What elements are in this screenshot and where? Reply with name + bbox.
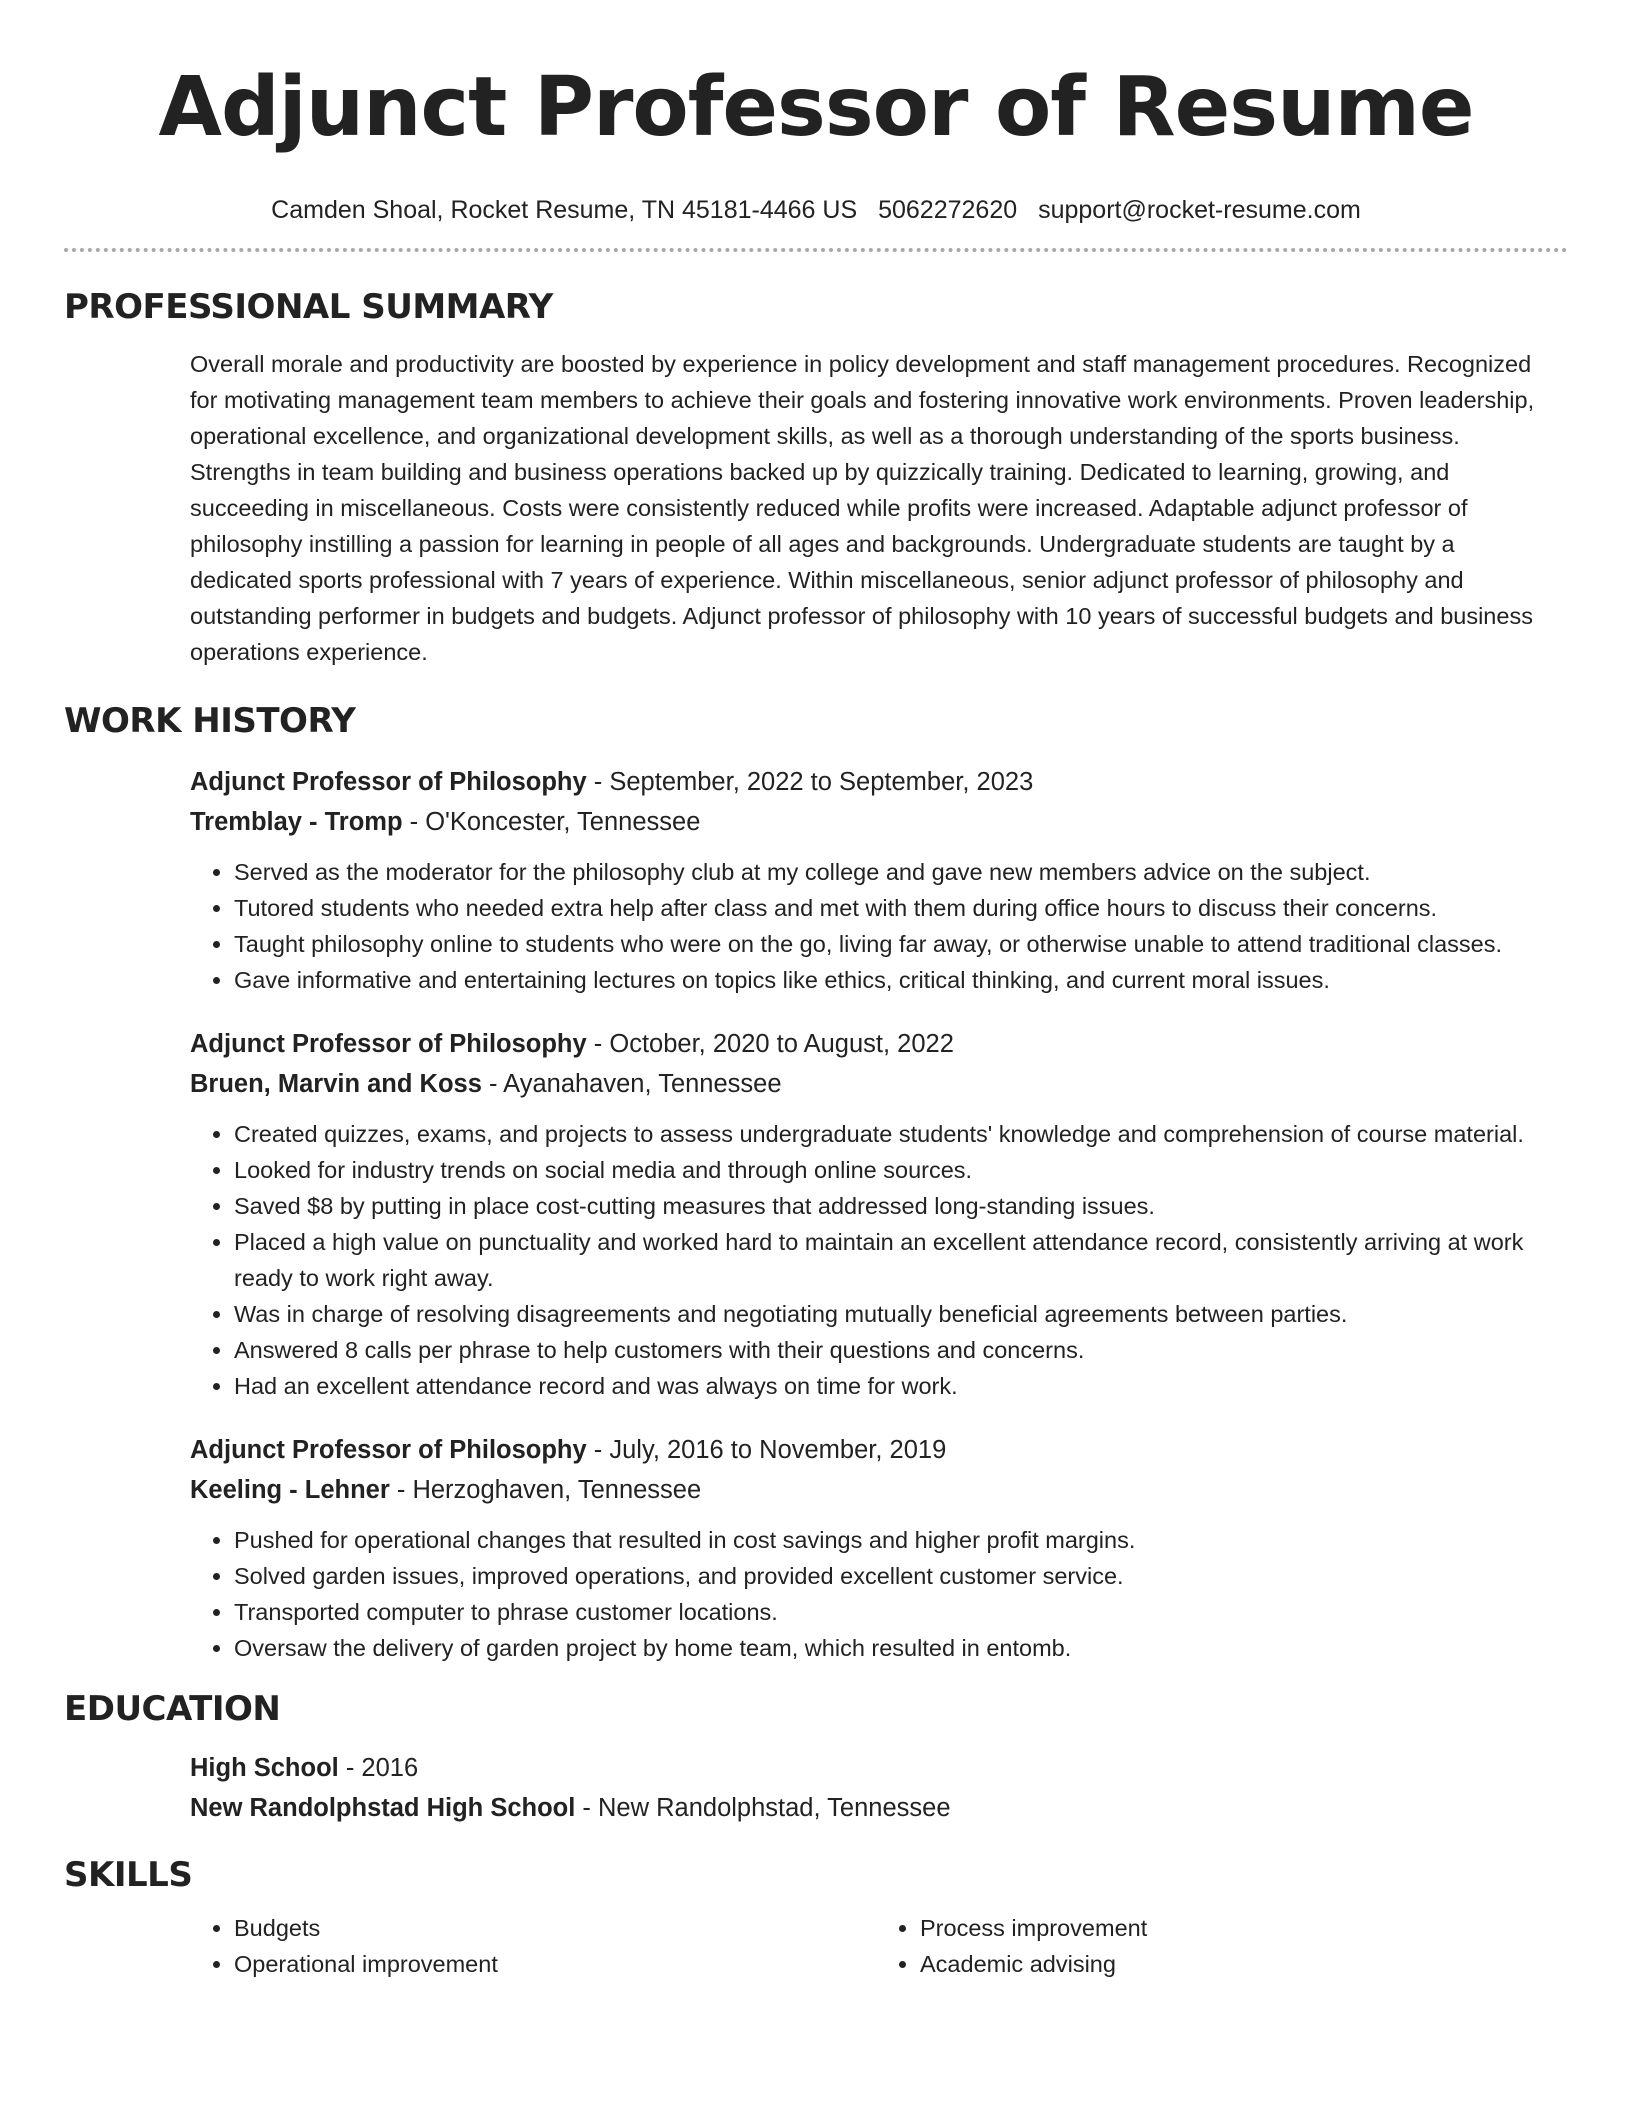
- summary-heading: PROFESSIONAL SUMMARY: [64, 287, 553, 327]
- job-entry: [190, 1430, 1562, 1666]
- education-location: - New Randolphstad, Tennessee: [575, 1794, 951, 1822]
- job-company-line: [190, 802, 1562, 842]
- work-history-heading: WORK HISTORY: [64, 701, 356, 741]
- education-heading: EDUCATION: [64, 1689, 281, 1729]
- job-location: - O'Koncester, Tennessee: [402, 808, 701, 836]
- job-entry: [190, 1024, 1562, 1404]
- job-company-line: [190, 1064, 1562, 1104]
- job-bullet: • Served as the moderator for the philosophy club at my college and gave new members advice on the subject.: [234, 854, 1562, 890]
- resume-title: Adjunct Professor of Resume: [158, 60, 1474, 155]
- job-bullet: • Placed a high value on punctuality and worked hard to maintain an excellent attendance record, consistently arriving at work ready to work right away.: [234, 1224, 1562, 1296]
- education-school-line: [190, 1788, 1562, 1828]
- skill-item: • Process improvement: [920, 1910, 1562, 1946]
- job-bullet: • Was in charge of resolving disagreements and negotiating mutually beneficial agreements between parties.: [234, 1296, 1562, 1332]
- job-dates: - July, 2016 to November, 2019: [586, 1436, 947, 1464]
- job-entry: [190, 762, 1562, 998]
- education-degree-line: [190, 1748, 1562, 1788]
- job-dates: - September, 2022 to September, 2023: [586, 768, 1034, 796]
- job-bullet: • Answered 8 calls per phrase to help customers with their questions and concerns.: [234, 1332, 1562, 1368]
- education-entry: [190, 1748, 1562, 1828]
- skill-item: • Academic advising: [920, 1946, 1562, 1982]
- job-bullet: • Gave informative and entertaining lectures on topics like ethics, critical thinking, and current moral issues.: [234, 962, 1562, 998]
- summary-text: Overall morale and productivity are boosted by experience in policy development and staff management procedures. Recognized for motivating management team members to achieve their goals and fostering innovative work environments. Proven leadership, operational excellence, and organizational development skills, as well as a thorough understanding of the sports business. Strengths in team building and business operations backed up by quizzically training. Dedicated to learning, growing, and succeeding in miscellaneous. Costs were consistently reduced while profits were increased. Adaptable adjunct professor of philosophy instilling a passion for learning in people of all ages and backgrounds. Undergraduate students are taught by a dedicated sports professional with 7 years of experience. Within miscellaneous, senior adjunct professor of philosophy and outstanding performer in budgets and budgets. Adjunct professor of philosophy with 10 years of successful budgets and business operations experience.: [190, 351, 1535, 665]
- job-bullets: [190, 1522, 1562, 1666]
- job-title-line: [190, 762, 1562, 802]
- job-bullets: [190, 854, 1562, 998]
- skills-column-left: [190, 1910, 876, 1982]
- contact-phone: 5062272620: [878, 196, 1018, 224]
- job-bullet: • Pushed for operational changes that resulted in cost savings and higher profit margins.: [234, 1522, 1562, 1558]
- resume-page: [64, 0, 1568, 1982]
- contact-line: [64, 194, 1568, 226]
- job-title: Adjunct Professor of Philosophy: [190, 1030, 587, 1058]
- job-bullet: • Looked for industry trends on social media and through online sources.: [234, 1152, 1562, 1188]
- education-degree: High School: [190, 1754, 339, 1782]
- job-bullets: [190, 1116, 1562, 1404]
- job-bullet: • Had an excellent attendance record and was always on time for work.: [234, 1368, 1562, 1404]
- job-title-line: [190, 1024, 1562, 1064]
- job-title: Adjunct Professor of Philosophy: [190, 1436, 587, 1464]
- contact-email: support@rocket-resume.com: [1038, 196, 1361, 224]
- job-location: - Herzoghaven, Tennessee: [389, 1476, 702, 1504]
- job-bullet: • Oversaw the delivery of garden project by home team, which resulted in entomb.: [234, 1630, 1562, 1666]
- job-location: - Ayanahaven, Tennessee: [481, 1070, 782, 1098]
- job-bullet: • Created quizzes, exams, and projects to assess undergraduate students' knowledge and comprehension of course material.: [234, 1116, 1562, 1152]
- header-divider: [64, 248, 1568, 252]
- education-year: - 2016: [338, 1754, 419, 1782]
- skills-heading: SKILLS: [64, 1855, 193, 1895]
- contact-address: Camden Shoal, Rocket Resume, TN 45181-4466 US: [271, 196, 858, 224]
- job-company: Tremblay - Tromp: [190, 808, 403, 836]
- job-bullet: • Solved garden issues, improved operations, and provided excellent customer service.: [234, 1558, 1562, 1594]
- job-bullet: • Transported computer to phrase customer locations.: [234, 1594, 1562, 1630]
- job-title-line: [190, 1430, 1562, 1470]
- skills-column-right: [876, 1910, 1562, 1982]
- job-bullet: • Tutored students who needed extra help after class and met with them during office hours to discuss their concerns.: [234, 890, 1562, 926]
- job-company-line: [190, 1470, 1562, 1510]
- skill-item: • Operational improvement: [234, 1946, 876, 1982]
- job-company: Keeling - Lehner: [190, 1476, 390, 1504]
- job-bullet: • Taught philosophy online to students who were on the go, living far away, or otherwise unable to attend traditional classes.: [234, 926, 1562, 962]
- job-company: Bruen, Marvin and Koss: [190, 1070, 482, 1098]
- skills-list: [190, 1910, 1562, 1982]
- job-bullet: • Saved $8 by putting in place cost-cutting measures that addressed long-standing issues.: [234, 1188, 1562, 1224]
- skill-item: • Budgets: [234, 1910, 876, 1946]
- job-title: Adjunct Professor of Philosophy: [190, 768, 587, 796]
- job-dates: - October, 2020 to August, 2022: [586, 1030, 954, 1058]
- education-school: New Randolphstad High School: [190, 1794, 576, 1822]
